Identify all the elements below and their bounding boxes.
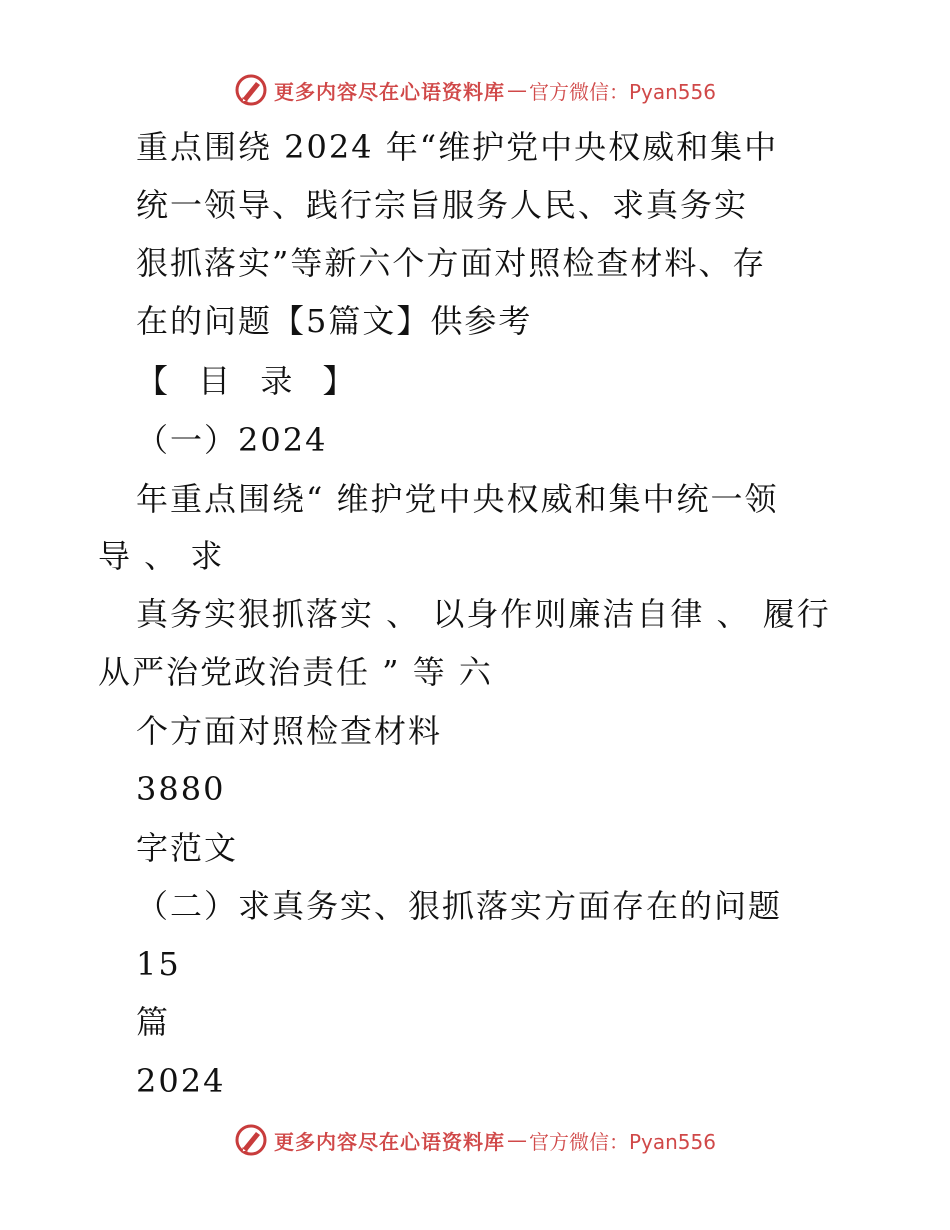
- pen-logo-icon: [234, 1123, 268, 1157]
- watermark-banner-bottom: [0, 1120, 950, 1160]
- toc-entry-line: 真务实狠抓落实 、 以身作则廉洁自律 、 履行: [136, 595, 831, 633]
- toc-entry-line: 导 、 求: [98, 537, 225, 575]
- toc-entry-line: 个方面对照检查材料: [136, 712, 443, 750]
- toc-entry-line: （二）求真务实、狠抓落实方面存在的问题: [136, 887, 783, 925]
- watermark-brand: 更多内容尽在心语资料库: [273, 1129, 505, 1154]
- toc-entry-line: 年重点围绕“ 维护党中央权威和集中统一领: [136, 480, 779, 518]
- toc-entry-line: 篇: [136, 1003, 171, 1041]
- toc-entry-line: 从严治党政治责任 ” 等 六: [98, 653, 493, 691]
- title-line-4: 在的问题【5篇文】供参考: [136, 302, 533, 340]
- toc-entry-line: 字范文: [136, 829, 239, 867]
- watermark-separator: —: [506, 1128, 527, 1152]
- toc-heading: 【 目 录 】: [136, 362, 365, 400]
- toc-entry-line: 2024: [136, 1062, 226, 1100]
- toc-entry-line: 3880: [136, 770, 226, 808]
- title-line-1: 重点围绕 2024 年“维护党中央权威和集中: [136, 128, 779, 166]
- watermark-brand: 更多内容尽在心语资料库: [273, 79, 505, 104]
- watermark-banner-top: [0, 70, 950, 110]
- watermark-contact: 官方微信：Pyan556: [528, 79, 716, 104]
- title-line-2: 统一领导、践行宗旨服务人民、求真务实: [136, 186, 749, 224]
- watermark-contact: 官方微信：Pyan556: [528, 1129, 716, 1154]
- pen-logo-icon: [234, 73, 268, 107]
- toc-entry-line: （一）2024: [136, 421, 328, 459]
- toc-entry-line: 15: [136, 945, 181, 983]
- title-line-3: 狠抓落实”等新六个方面对照检查材料、存: [136, 244, 767, 282]
- watermark-separator: —: [506, 78, 527, 102]
